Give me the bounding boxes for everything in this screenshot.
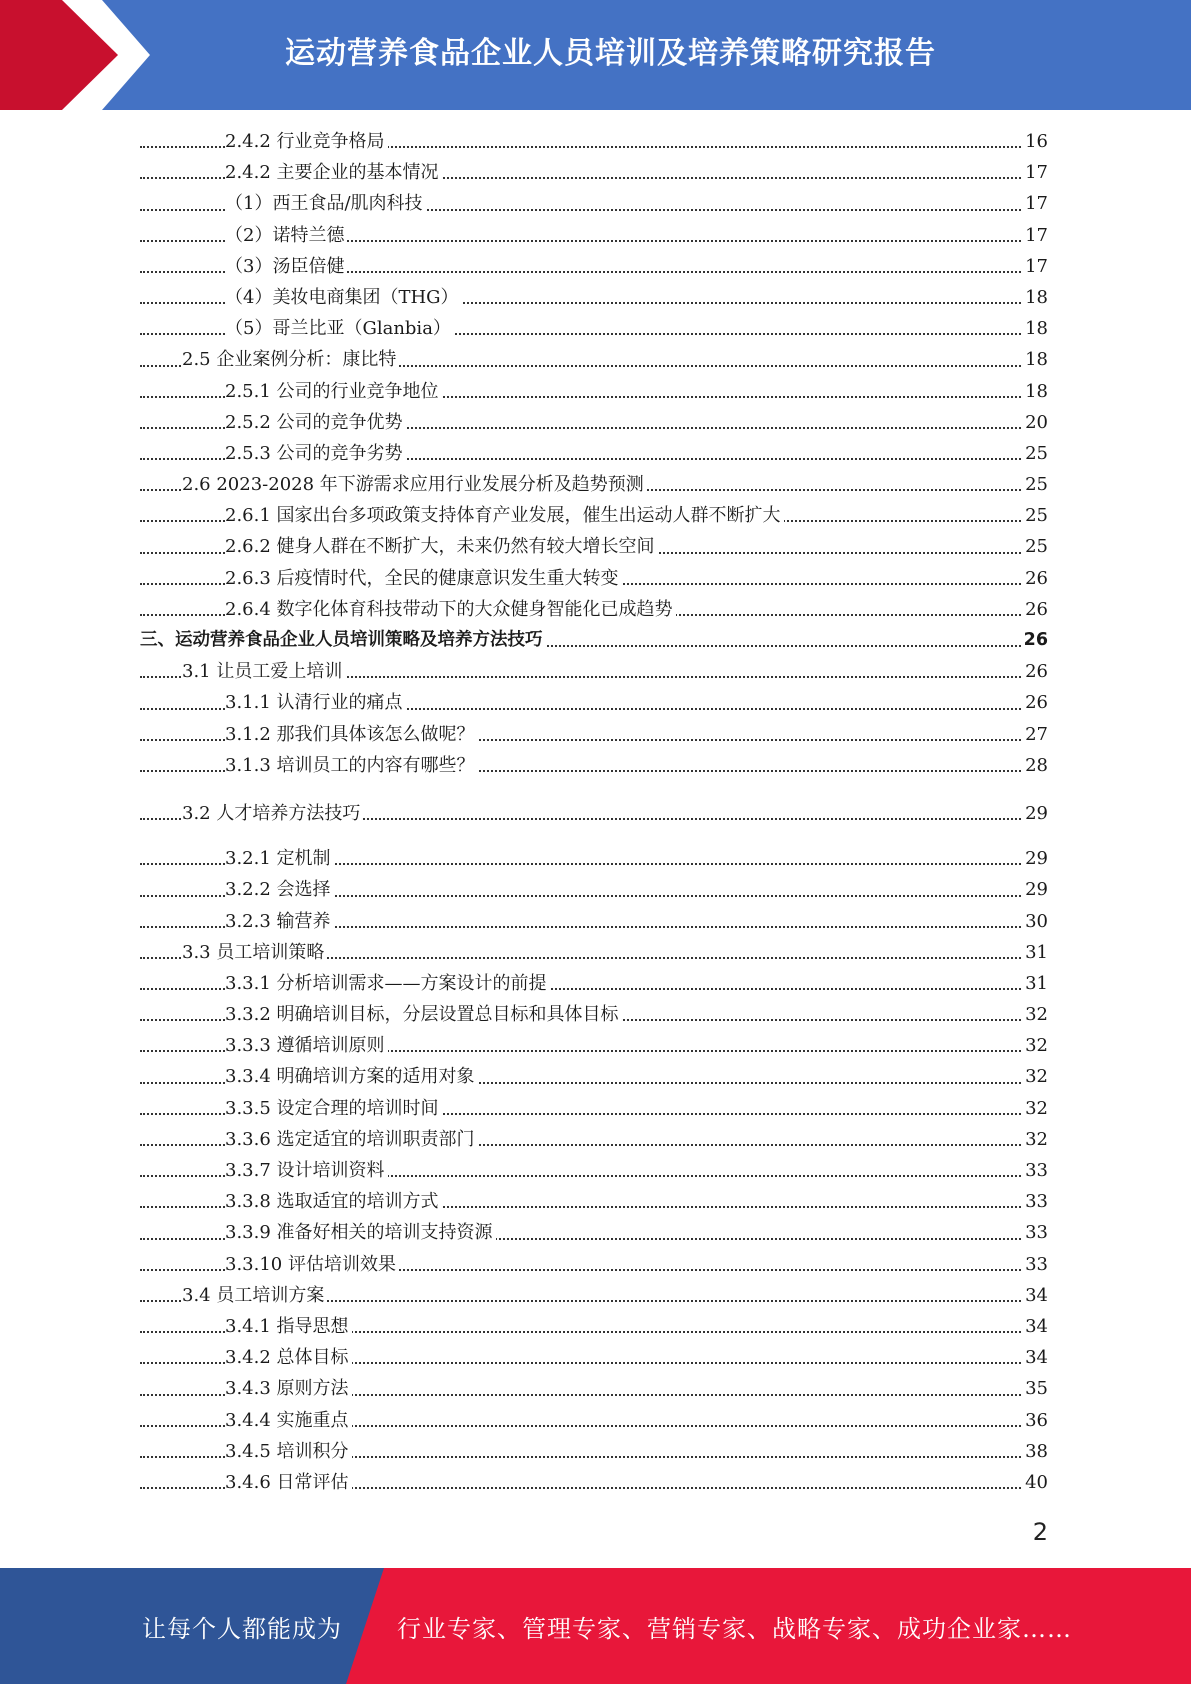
toc-entry[interactable] [140,1249,1048,1280]
toc-entry-label: 2.6.1 国家出台多项政策支持体育产业发展，催生出运动人群不断扩大 [225,505,784,526]
toc-entry-label: 3.1 让员工爱上培训 [182,661,345,682]
toc-entry[interactable] [140,687,1048,718]
toc-entry-label: 3.4.3 原则方法 [225,1378,352,1399]
toc-entry-page: 26 [1022,625,1048,656]
toc-entry-label: （5）哥兰比亚（Glanbia） [225,318,454,339]
toc-entry-page: 17 [1023,251,1048,282]
toc-entry[interactable] [140,500,1048,531]
toc-entry[interactable] [140,1155,1048,1186]
toc-entry[interactable] [140,251,1048,282]
toc-entry-page: 32 [1023,1093,1048,1124]
toc-entry[interactable] [140,750,1048,781]
toc-entry[interactable] [140,1217,1048,1248]
toc-entry[interactable] [140,1467,1048,1498]
toc-entry-label: 3.3.8 选取适宜的培训方式 [225,1191,442,1212]
toc-entry[interactable] [140,407,1048,438]
page-number: 2 [1032,1518,1048,1546]
toc-entry[interactable] [140,1124,1048,1155]
toc-entry-label: （1）西王食品/肌肉科技 [225,193,426,214]
toc-entry-page: 26 [1023,656,1048,687]
toc-entry-page: 36 [1023,1405,1048,1436]
toc-entry-page: 34 [1023,1342,1048,1373]
toc-entry[interactable] [140,1061,1048,1092]
toc-entry-page: 33 [1023,1217,1048,1248]
toc-entry-page: 31 [1023,937,1048,968]
footer-slogan-right: 行业专家、管理专家、营销专家、战略专家、成功企业家…… [397,1614,1072,1643]
toc-entry[interactable] [140,438,1048,469]
toc-entry-page: 32 [1023,1030,1048,1061]
toc-entry[interactable] [140,843,1048,874]
toc-entry-label: 3.2.2 会选择 [225,879,334,900]
toc-entry-label: 3.4.6 日常评估 [225,1472,352,1493]
toc-entry-page: 32 [1023,1124,1048,1155]
toc-entry-label: 3.4.1 指导思想 [225,1316,352,1337]
toc-entry-page: 31 [1023,968,1048,999]
toc-entry-label: 3.4 员工培训方案 [182,1285,327,1306]
toc-entry-page: 26 [1023,563,1048,594]
toc-entry-page: 35 [1023,1373,1048,1404]
toc-entry[interactable] [140,563,1048,594]
toc-entry-page: 30 [1023,906,1048,937]
toc-entry-label: （3）汤臣倍健 [225,256,347,277]
toc-entry[interactable] [140,874,1048,905]
toc-entry-label: （2）诺特兰德 [225,225,347,246]
toc-entry-page: 33 [1023,1186,1048,1217]
toc-entry-label: 2.5.1 公司的行业竞争地位 [225,381,442,402]
toc-entry-label: 2.6 2023-2028 年下游需求应用行业发展分析及趋势预测 [182,474,647,495]
toc-entry-label: 2.4.2 行业竞争格局 [225,131,388,152]
toc-entry-label: 3.3.4 明确培训方案的适用对象 [225,1066,478,1087]
toc-entry[interactable] [140,719,1048,750]
toc-entry-label: 三、运动营养食品企业人员培训策略及培养方法技巧 [140,630,546,650]
toc-entry[interactable] [140,906,1048,937]
toc-entry-label: 2.6.4 数字化体育科技带动下的大众健身智能化已成趋势 [225,599,676,620]
toc-entry[interactable] [140,282,1048,313]
toc-entry-page: 18 [1023,344,1048,375]
toc-entry-label: 2.5.2 公司的竞争优势 [225,412,406,433]
toc-entry[interactable] [140,157,1048,188]
toc-entry-label: （4）美妆电商集团（THG） [225,287,462,308]
toc-entry[interactable] [140,1311,1048,1342]
toc-entry-page: 18 [1023,313,1048,344]
toc-entry-page: 38 [1023,1436,1048,1467]
toc-entry-page: 29 [1023,843,1048,874]
toc-entry[interactable] [140,968,1048,999]
toc-entry-page: 18 [1023,376,1048,407]
table-of-contents [140,126,1048,1498]
toc-entry-page: 28 [1023,750,1048,781]
toc-entry-label: 3.1.3 培训员工的内容有哪些？ [225,755,478,776]
toc-entry-page: 32 [1023,999,1048,1030]
toc-entry[interactable] [140,1436,1048,1467]
toc-entry-page: 29 [1023,874,1048,905]
toc-entry-label: 3.4.4 实施重点 [225,1410,352,1431]
toc-entry[interactable] [140,531,1048,562]
toc-entry-label: 2.5 企业案例分析：康比特 [182,349,399,370]
footer-slogan-left: 让每个人都能成为 [142,1614,342,1643]
toc-entry[interactable] [140,937,1048,968]
toc-entry-label: 3.2.3 输营养 [225,911,334,932]
toc-entry-label: 3.3.1 分析培训需求——方案设计的前提 [225,973,550,994]
toc-entry-page: 40 [1023,1467,1048,1498]
toc-entry-page: 25 [1023,469,1048,500]
toc-entry[interactable] [140,1186,1048,1217]
toc-entry[interactable] [140,1373,1048,1404]
toc-entry-page: 17 [1023,220,1048,251]
toc-entry-label: 3.2 人才培养方法技巧 [182,803,363,824]
toc-entry-page: 32 [1023,1061,1048,1092]
toc-entry[interactable] [140,313,1048,344]
toc-entry-label: 2.6.2 健身人群在不断扩大，未来仍然有较大增长空间 [225,536,658,557]
toc-entry-page: 18 [1023,282,1048,313]
toc-entry-page: 26 [1023,687,1048,718]
toc-entry-label: 3.1.2 那我们具体该怎么做呢？ [225,724,478,745]
toc-entry-label: 3.2.1 定机制 [225,848,334,869]
toc-entry[interactable] [140,1405,1048,1436]
toc-entry-page: 33 [1023,1155,1048,1186]
toc-entry-page: 17 [1023,188,1048,219]
toc-entry[interactable] [140,1030,1048,1061]
toc-entry[interactable] [140,594,1048,625]
toc-entry-label: 2.4.2 主要企业的基本情况 [225,162,442,183]
toc-entry[interactable] [140,469,1048,500]
toc-entry[interactable] [140,798,1048,829]
toc-entry[interactable] [140,126,1048,157]
toc-entry-label: 3.3 员工培训策略 [182,942,327,963]
toc-entry-page: 25 [1023,438,1048,469]
toc-entry[interactable] [140,656,1048,687]
toc-entry-label: 3.4.2 总体目标 [225,1347,352,1368]
toc-entry-page: 34 [1023,1280,1048,1311]
toc-entry-label: 3.3.6 选定适宜的培训职责部门 [225,1129,478,1150]
toc-entry[interactable] [140,1093,1048,1124]
toc-entry[interactable] [140,625,1048,656]
toc-entry-label: 3.3.3 遵循培训原则 [225,1035,388,1056]
document-title: 运动营养食品企业人员培训及培养策略研究报告 [285,36,936,71]
toc-entry[interactable] [140,376,1048,407]
toc-entry-page: 16 [1023,126,1048,157]
toc-entry[interactable] [140,1342,1048,1373]
toc-entry[interactable] [140,220,1048,251]
toc-entry-page: 25 [1023,500,1048,531]
toc-entry[interactable] [140,999,1048,1030]
header-banner [0,0,1191,110]
toc-entry-page: 17 [1023,157,1048,188]
toc-entry-label: 3.3.5 设定合理的培训时间 [225,1098,442,1119]
toc-entry-page: 34 [1023,1311,1048,1342]
toc-entry[interactable] [140,1280,1048,1311]
toc-entry-page: 25 [1023,531,1048,562]
toc-entry-label: 3.3.2 明确培训目标，分层设置总目标和具体目标 [225,1004,622,1025]
footer-banner [0,1568,1191,1684]
toc-entry-page: 27 [1023,719,1048,750]
toc-entry-label: 3.3.9 准备好相关的培训支持资源 [225,1222,496,1243]
toc-entry-label: 3.4.5 培训积分 [225,1441,352,1462]
toc-entry-page: 26 [1023,594,1048,625]
toc-entry-label: 3.1.1 认清行业的痛点 [225,692,406,713]
toc-entry-label: 2.5.3 公司的竞争劣势 [225,443,406,464]
toc-entry[interactable] [140,344,1048,375]
toc-entry-page: 33 [1023,1249,1048,1280]
toc-entry-label: 2.6.3 后疫情时代，全民的健康意识发生重大转变 [225,568,622,589]
toc-entry-label: 3.3.10 评估培训效果 [225,1254,399,1275]
toc-entry-page: 20 [1023,407,1048,438]
toc-entry-page: 29 [1023,798,1048,829]
toc-entry[interactable] [140,188,1048,219]
toc-entry-label: 3.3.7 设计培训资料 [225,1160,388,1181]
